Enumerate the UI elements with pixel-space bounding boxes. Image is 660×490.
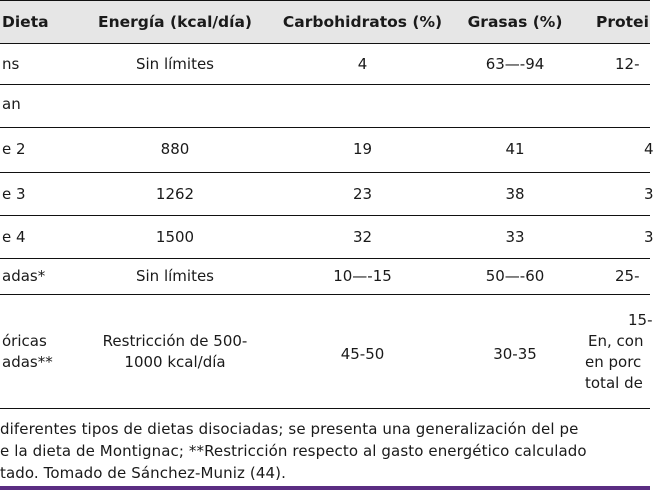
top-rule bbox=[0, 0, 650, 1]
header-dieta: Dieta bbox=[2, 13, 49, 31]
row-proteinas: en porc bbox=[585, 353, 642, 371]
row-energia: Sin límites bbox=[135, 267, 214, 285]
row-dieta: ns bbox=[2, 55, 20, 73]
row-carbohidratos: 23 bbox=[352, 185, 373, 203]
row-dieta: adas** bbox=[2, 353, 53, 371]
header-grasas: Grasas (%) bbox=[467, 13, 563, 31]
row-proteinas: 25- bbox=[615, 267, 640, 285]
row-carbohidratos: 10—-15 bbox=[333, 267, 392, 285]
footnote-line: diferentes tipos de dietas disociadas; se presenta una generalización del pe bbox=[0, 420, 579, 438]
row-proteinas: En, con bbox=[588, 332, 644, 350]
row-dieta: an bbox=[2, 95, 21, 113]
row-grasas: 33 bbox=[505, 228, 525, 246]
row-grasas: 30-35 bbox=[493, 345, 537, 363]
row-rule bbox=[0, 215, 650, 216]
row-carbohidratos: 45-50 bbox=[340, 345, 385, 363]
header-carbohidratos: Carbohidratos (%) bbox=[282, 13, 443, 31]
row-proteinas: 15- bbox=[628, 311, 653, 329]
row-rule bbox=[0, 294, 650, 295]
row-rule bbox=[0, 84, 650, 85]
row-grasas: 63—-94 bbox=[485, 55, 545, 73]
row-rule bbox=[0, 172, 650, 173]
row-rule bbox=[0, 258, 650, 259]
row-proteinas: 4 bbox=[644, 140, 654, 158]
row-dieta: e 2 bbox=[2, 140, 26, 158]
row-energia: 1500 bbox=[155, 228, 195, 246]
row-energia: 880 bbox=[160, 140, 190, 158]
bottom-accent-bar bbox=[0, 486, 650, 490]
footnote-line: e la dieta de Montignac; **Restricción respecto al gasto energético calculado bbox=[0, 442, 587, 460]
row-proteinas: 3 bbox=[644, 185, 654, 203]
row-dieta: e 3 bbox=[2, 185, 26, 203]
row-energia: Sin límites bbox=[135, 55, 214, 73]
row-proteinas: 3 bbox=[644, 228, 654, 246]
row-carbohidratos: 19 bbox=[352, 140, 373, 158]
footnote-line: tado. Tomado de Sánchez-Muniz (44). bbox=[0, 464, 286, 482]
row-grasas: 50—-60 bbox=[485, 267, 545, 285]
row-proteinas: 12- bbox=[615, 55, 640, 73]
header-proteinas: Protei bbox=[596, 13, 649, 31]
row-carbohidratos: 32 bbox=[352, 228, 373, 246]
row-proteinas: total de bbox=[585, 374, 643, 392]
row-grasas: 41 bbox=[505, 140, 525, 158]
row-energia: Restricción de 500- bbox=[102, 332, 248, 350]
row-energia: 1000 kcal/día bbox=[124, 353, 226, 371]
row-dieta: adas* bbox=[2, 267, 46, 285]
row-carbohidratos: 4 bbox=[357, 55, 368, 73]
table-bottom-rule bbox=[0, 408, 650, 409]
header-rule bbox=[0, 43, 650, 44]
row-rule bbox=[0, 127, 650, 128]
row-dieta: óricas bbox=[2, 332, 47, 350]
row-energia: 1262 bbox=[155, 185, 195, 203]
row-dieta: e 4 bbox=[2, 228, 26, 246]
header-energia: Energía (kcal/día) bbox=[97, 13, 252, 31]
row-grasas: 38 bbox=[505, 185, 525, 203]
